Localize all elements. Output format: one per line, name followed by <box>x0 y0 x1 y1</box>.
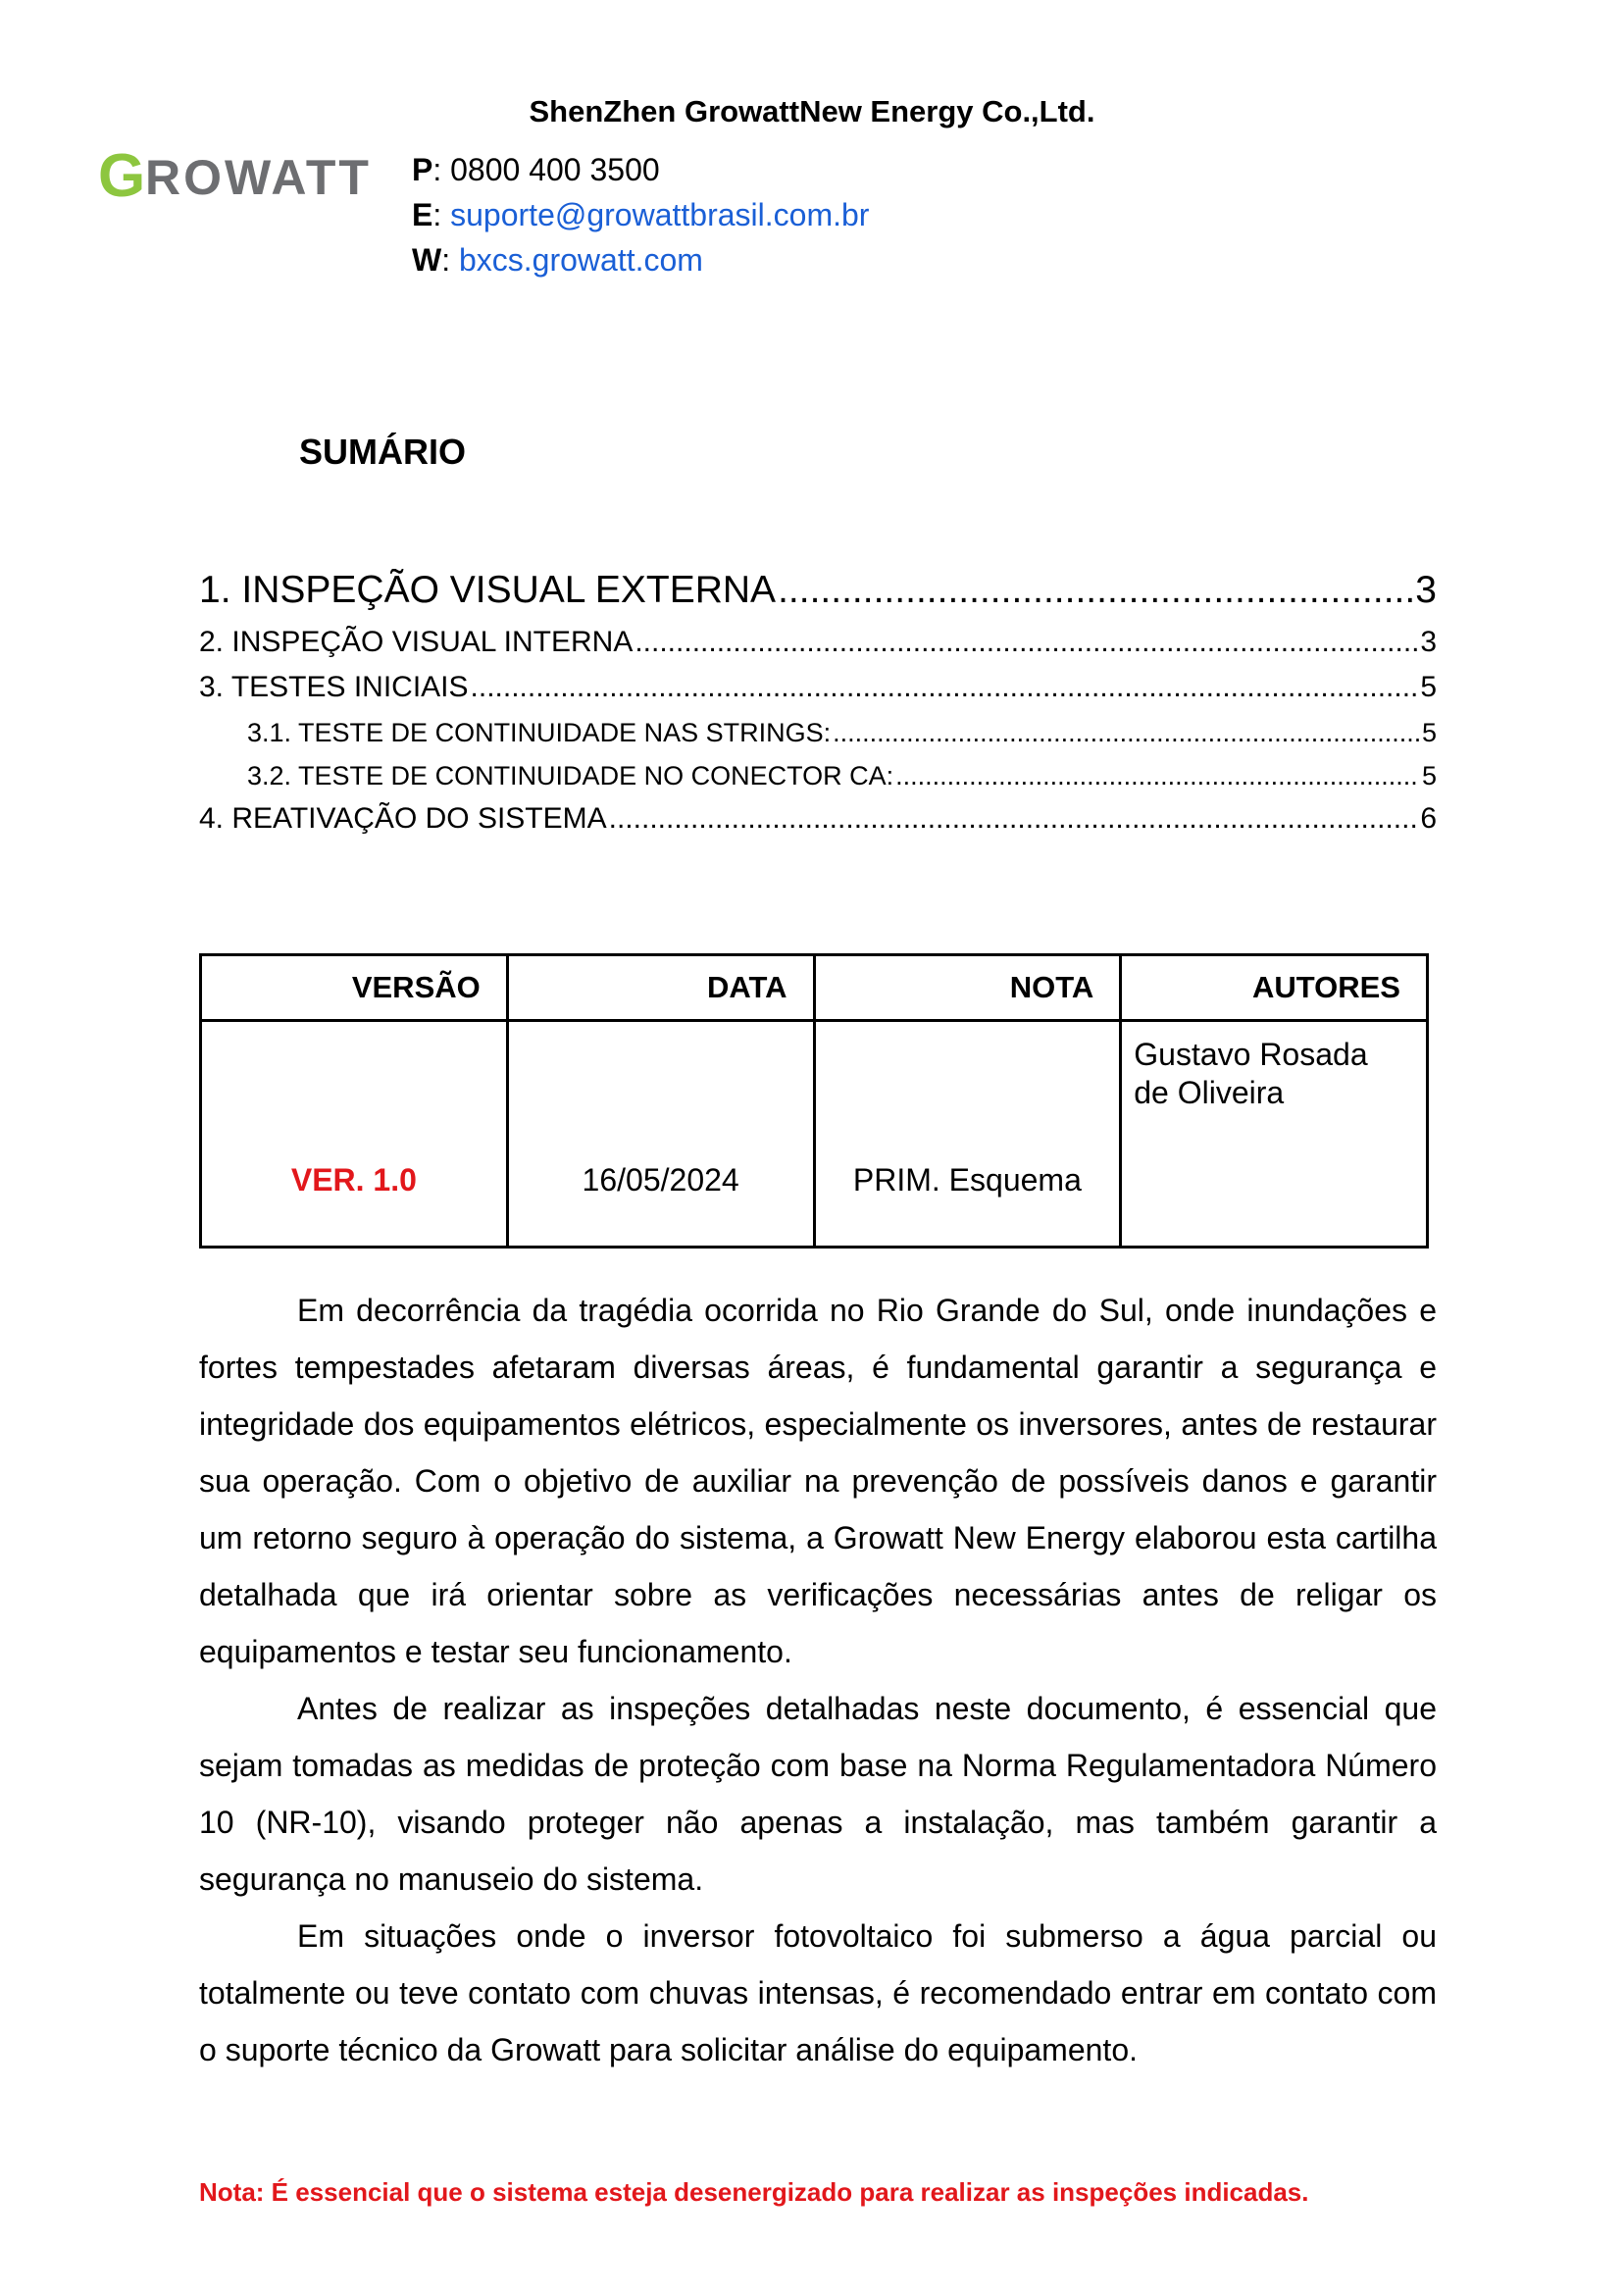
header-authors: AUTORES <box>1121 955 1428 1021</box>
logo-letter-g: G <box>98 145 146 204</box>
contact-email: E: suporte@growattbrasil.com.br <box>412 197 870 232</box>
toc-item[interactable]: 2. INSPEÇÃO VISUAL INTERNA ..... 3 <box>199 626 1437 659</box>
paragraph: Em situações onde o inversor fotovoltaico foi submerso a água parcial ou totalmente ou teve contato com chuvas intensas, é recomendado entrar em contato com o suporte técnico da Growatt para solicitar análise do equipamento. <box>199 1918 1437 2067</box>
header-note: NOTA <box>814 955 1121 1021</box>
footer-note: Nota: É essencial que o sistema esteja desenergizado para realizar as inspeções indicadas. <box>199 2177 1309 2207</box>
toc-item[interactable]: 3.1. TESTE DE CONTINUIDADE NAS STRINGS: ..... 5 <box>247 718 1437 748</box>
company-name: ShenZhen GrowattNew Energy Co.,Ltd. <box>529 94 1095 128</box>
web-link[interactable]: bxcs.growatt.com <box>458 242 703 278</box>
toc-item[interactable]: 3. TESTES INICIAIS ..... 5 <box>199 671 1437 704</box>
contact-web: W: bxcs.growatt.com <box>412 242 703 278</box>
author-line: Gustavo Rosada <box>1134 1037 1368 1072</box>
growatt-logo <box>98 145 392 204</box>
paragraph: Antes de realizar as inspeções detalhadas neste documento, é essencial que sejam tomadas as medidas de proteção com base na Norma Regulamentadora Número 10 (NR-10), visando proteger não apenas a instalação, mas também garantir a segurança no manuseio do sistema. <box>199 1691 1437 1897</box>
header-date: DATA <box>507 955 814 1021</box>
header-version: VERSÃO <box>201 955 508 1021</box>
phone-number: 0800 400 3500 <box>450 152 660 187</box>
toc-item[interactable]: 3.2. TESTE DE CONTINUIDADE NO CONECTOR CA: ..... 5 <box>247 761 1437 791</box>
version-table <box>199 953 1429 1249</box>
paragraph: Em decorrência da tragédia ocorrida no Rio Grande do Sul, onde inundações e fortes tempestades afetaram diversas áreas, é fundamental garantir a segurança e integridade dos equipamentos elétricos, especialmente os inversores, antes de restaurar sua operação. Com o objetivo de auxiliar na prevenção de possíveis danos e garantir um retorno seguro à operação do sistema, a Growatt New Energy elaborou esta cartilha detalhada que irá orientar sobre as verificações necessárias antes de religar os equipamentos e testar seu funcionamento. <box>199 1293 1437 1669</box>
table-row <box>201 1021 1428 1248</box>
author-line: de Oliveira <box>1134 1075 1285 1110</box>
logo-text-rest: ROWATT <box>145 150 372 204</box>
toc-item[interactable]: 4. REATIVAÇÃO DO SISTEMA ..... 6 <box>199 802 1437 836</box>
contact-phone: P: 0800 400 3500 <box>412 152 660 187</box>
table-header-row <box>201 955 1428 1021</box>
cell-authors <box>1121 1021 1428 1248</box>
cell-date: 16/05/2024 <box>507 1021 814 1248</box>
toc-item[interactable]: 1. INSPEÇÃO VISUAL EXTERNA ..... 3 <box>199 569 1437 612</box>
body-text <box>199 1282 1437 2078</box>
cell-version: VER. 1.0 <box>201 1021 508 1248</box>
toc-title: SUMÁRIO <box>299 432 466 472</box>
cell-note: PRIM. Esquema <box>814 1021 1121 1248</box>
email-link[interactable]: suporte@growattbrasil.com.br <box>450 197 870 232</box>
